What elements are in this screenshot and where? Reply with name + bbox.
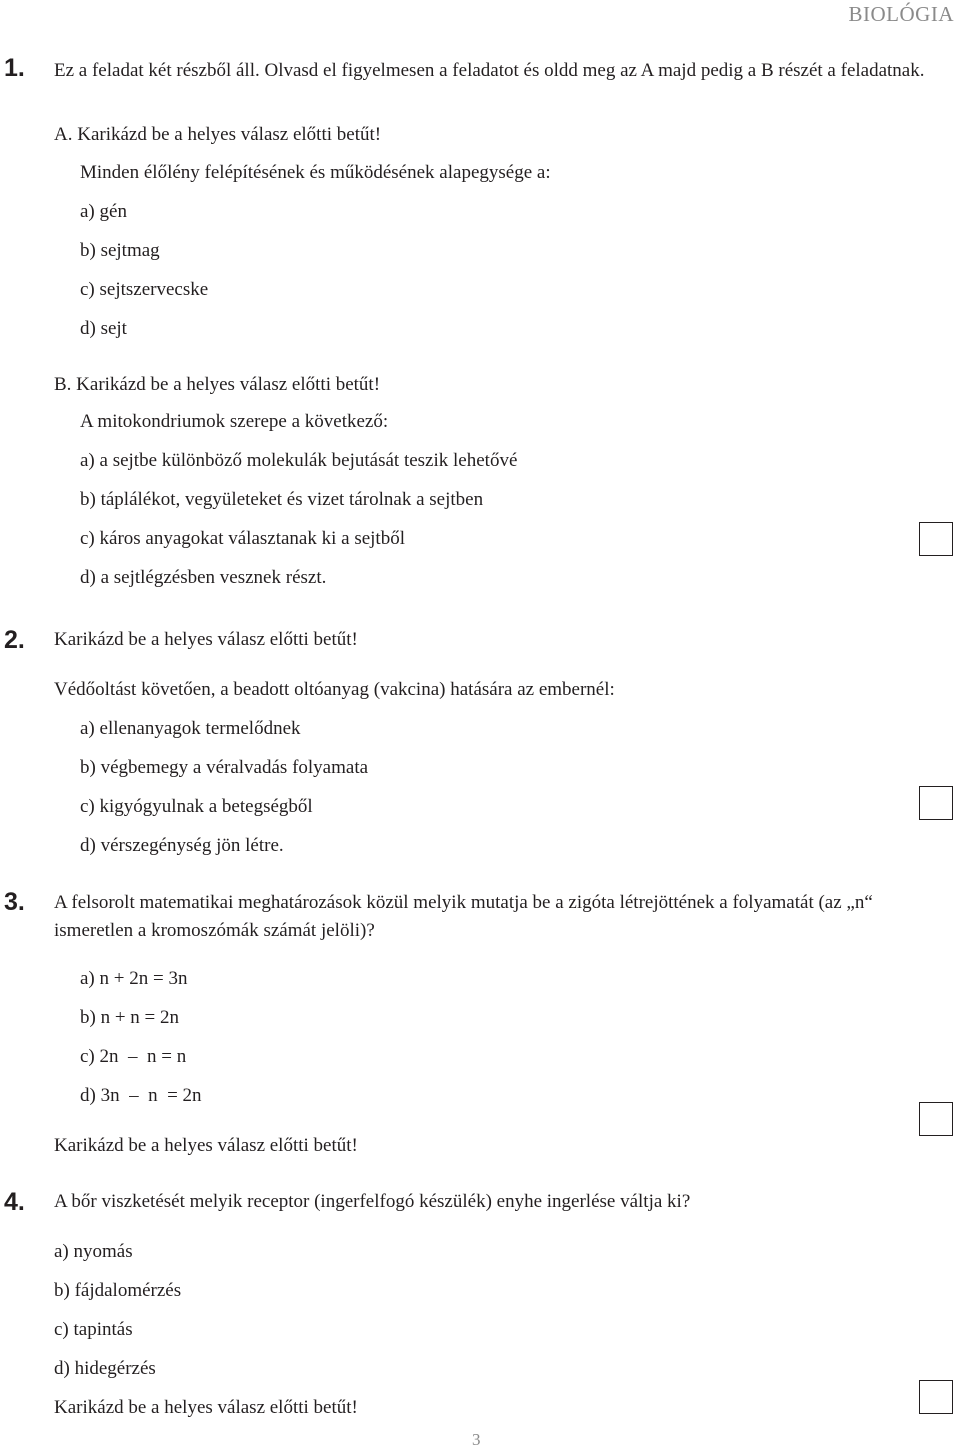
q3-question: A felsorolt matematikai meghatározások közül melyik mutatja be a zigóta létrejöttének a folyamatát (az „n“ ismeretlen a kromoszómák számát jelöli)?	[54, 892, 873, 941]
q1-answer-box[interactable]	[919, 522, 953, 556]
q3-option-d[interactable]: d) 3n – n = 2n	[80, 1085, 202, 1106]
q1-partA-instruction: A. Karikázd be a helyes válasz előtti betűt!	[54, 124, 382, 145]
q2-option-b[interactable]: b) végbemegy a véralvadás folyamata	[80, 757, 369, 778]
q4-option-c[interactable]: c) tapintás	[54, 1319, 133, 1340]
q3-option-a[interactable]: a) n + 2n = 3n	[80, 968, 188, 989]
question-2-number: 2.	[4, 626, 25, 654]
q2-option-a[interactable]: a) ellenanyagok termelődnek	[80, 718, 301, 739]
q2-option-d[interactable]: d) vérszegénység jön létre.	[80, 835, 284, 856]
q4-instruction: Karikázd be a helyes válasz előtti betűt!	[54, 1397, 358, 1418]
q1-partB-option-a[interactable]: a) a sejtbe különböző molekulák bejutását teszik lehetővé	[80, 450, 518, 471]
q4-question: A bőr viszketését melyik receptor (ingerfelfogó készülék) enyhe ingerlése váltja ki?	[54, 1191, 691, 1212]
q1-partA-option-b[interactable]: b) sejtmag	[80, 240, 160, 261]
q3-answer-box[interactable]	[919, 1102, 953, 1136]
q4-option-d[interactable]: d) hidegérzés	[54, 1358, 156, 1379]
q3-instruction: Karikázd be a helyes válasz előtti betűt!	[54, 1135, 358, 1156]
subject-header: BIOLÓGIA	[848, 2, 954, 26]
q1-partB-instruction: B. Karikázd be a helyes válasz előtti betűt!	[54, 374, 381, 395]
q2-question: Védőoltást követően, a beadott oltóanyag (vakcina) hatására az embernél:	[54, 679, 615, 700]
q1-partA-question: Minden élőlény felépítésének és működésének alapegysége a:	[80, 162, 551, 183]
q2-answer-box[interactable]	[919, 786, 953, 820]
q1-partA-option-a[interactable]: a) gén	[80, 201, 127, 222]
q1-partB-option-d[interactable]: d) a sejtlégzésben vesznek részt.	[80, 567, 327, 588]
q2-instruction: Karikázd be a helyes válasz előtti betűt!	[54, 629, 358, 650]
q1-partB-option-b[interactable]: b) táplálékot, vegyületeket és vizet tárolnak a sejtben	[80, 489, 484, 510]
q1-partB-question: A mitokondriumok szerepe a következő:	[80, 411, 389, 432]
q4-answer-box[interactable]	[919, 1380, 953, 1414]
q3-option-c[interactable]: c) 2n – n = n	[80, 1046, 187, 1067]
question-4-number: 4.	[4, 1188, 25, 1216]
q2-option-c[interactable]: c) kigyógyulnak a betegségből	[80, 796, 313, 817]
q1-partA-option-d[interactable]: d) sejt	[80, 318, 127, 339]
question-3-number: 3.	[4, 888, 25, 916]
question-1-intro: Ez a feladat két részből áll. Olvasd el figyelmesen a feladatot és oldd meg az A majd pedig a B részét a feladatnak.	[54, 60, 925, 81]
q3-option-b[interactable]: b) n + n = 2n	[80, 1007, 180, 1028]
q1-partB-option-c[interactable]: c) káros anyagokat választanak ki a sejtből	[80, 528, 405, 549]
q4-option-a[interactable]: a) nyomás	[54, 1241, 133, 1262]
q1-partA-option-c[interactable]: c) sejtszervecske	[80, 279, 209, 300]
q4-option-b[interactable]: b) fájdalomérzés	[54, 1280, 182, 1301]
question-1-number: 1.	[4, 54, 25, 82]
page-number: 3	[472, 1430, 481, 1449]
